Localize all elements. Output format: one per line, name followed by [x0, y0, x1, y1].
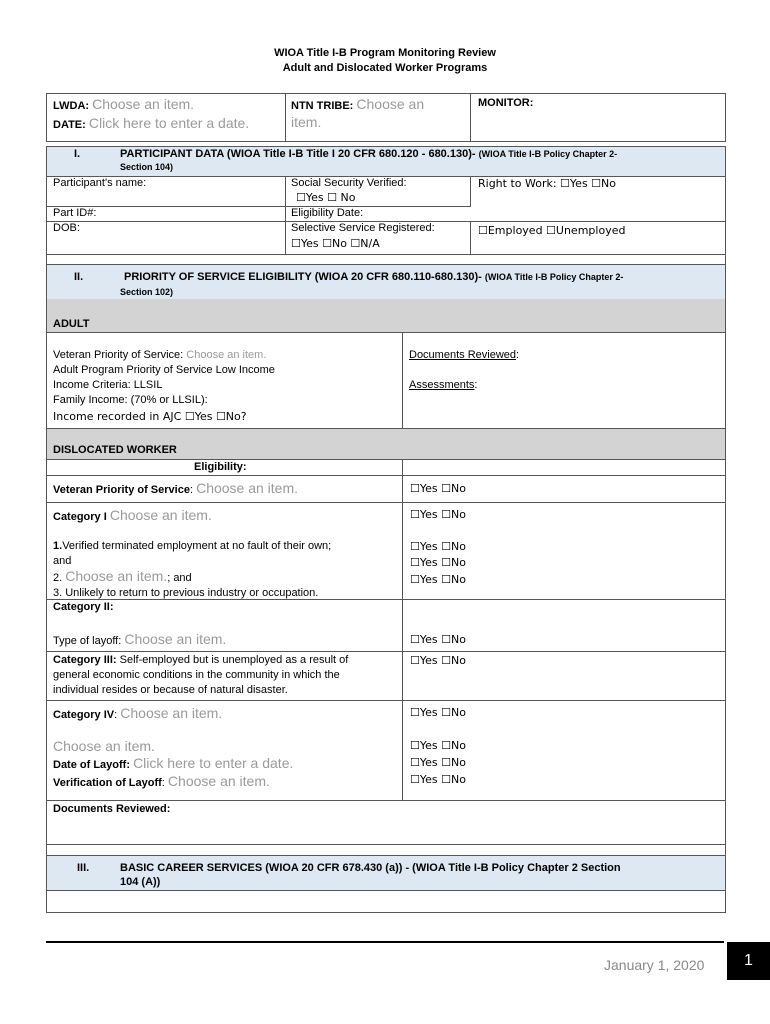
cat4-yes-no[interactable]: ☐Yes ☐No: [410, 706, 466, 719]
income-recorded-options[interactable]: Income recorded in AJC ☐Yes ☐No?: [53, 410, 247, 423]
dob-label: DOB:: [53, 222, 80, 234]
adult-veteran-row: Veteran Priority of Service: Choose an item.: [53, 349, 267, 361]
verification-select[interactable]: Choose an item.: [167, 773, 270, 789]
lwda-row: [53, 98, 194, 113]
cat3-line1: Category III: Self-employed but is unemployed as a result of: [53, 654, 349, 666]
verification-row: Verification of Layoff: Choose an item.: [53, 773, 270, 789]
ntn-select[interactable]: Choose an: [356, 96, 425, 112]
cat1-item2-yes-no[interactable]: ☐Yes ☐No: [410, 556, 466, 569]
cat4-item-select[interactable]: Choose an item.: [53, 738, 155, 754]
cat3-line2: general economic conditions in the community in which the: [53, 669, 340, 681]
adult-heading: ADULT: [53, 318, 90, 330]
cat2-label: Category II:: [53, 601, 114, 613]
section-3-title: BASIC CAREER SERVICES (WIOA 20 CFR 678.430 (a)) - (WIOA Title I-B Policy Chapter 2 Section: [120, 862, 621, 874]
document-title: WIOA Title I-B Program Monitoring Review: [274, 47, 496, 59]
eligibility-heading: Eligibility:: [194, 461, 247, 473]
date-picker[interactable]: Click here to enter a date.: [88, 115, 250, 131]
income-criteria: Income Criteria: LLSIL: [53, 379, 163, 391]
cat4-select[interactable]: Choose an item.: [120, 705, 223, 721]
ssn-verified-label: Social Security Verified:: [291, 177, 407, 189]
lwda-select[interactable]: Choose an item.: [92, 96, 195, 112]
eligibility-date-label: Eligibility Date:: [291, 207, 364, 219]
section-3-body: [46, 890, 726, 913]
cat1-item1: 1.Verified terminated employment at no fault of their own;: [53, 540, 332, 552]
layoff-select[interactable]: Choose an item.: [124, 631, 227, 647]
cat4-item-yes-no[interactable]: ☐Yes ☐No: [410, 739, 466, 752]
document-subtitle: Adult and Dislocated Worker Programs: [282, 62, 488, 74]
section-3-title-cont: 104 (A)): [120, 876, 161, 888]
adult-heading-bar: [46, 299, 726, 333]
adult-program-priority: Adult Program Priority of Service Low Income: [53, 364, 275, 376]
employment-status-options[interactable]: ☐Employed ☐Unemployed: [478, 224, 626, 237]
lwda-label: LWDA:: [53, 100, 90, 112]
section-1-title-cont: Section 104): [120, 162, 174, 172]
footer-date: January 1, 2020: [604, 957, 705, 973]
ssn-verified-options[interactable]: ☐Yes ☐ No: [296, 191, 356, 204]
selective-service-label: Selective Service Registered:: [291, 222, 435, 234]
section-2-title: PRIORITY OF SERVICE ELIGIBILITY (WIOA 20 CFR 680.110-680.130)- (WIOA Title I-B Policy Chapter 2-: [124, 271, 624, 283]
cat1-select[interactable]: Choose an item.: [109, 507, 212, 523]
participant-name-label: Participant's name:: [53, 177, 147, 189]
adult-assessments: Assessments:: [409, 379, 478, 391]
cat2-yes-no[interactable]: ☐Yes ☐No: [410, 633, 466, 646]
cat1-item2: 2. Choose an item.; and: [53, 568, 192, 584]
cat1-item3: 3. Unlikely to return to previous industry or occupation.: [53, 587, 319, 599]
monitor-label: MONITOR:: [478, 97, 534, 109]
date-row: [53, 117, 249, 132]
dw-veteran-select[interactable]: Choose an item.: [196, 480, 299, 496]
verification-yes-no[interactable]: ☐Yes ☐No: [410, 773, 466, 786]
cat1-yes-no[interactable]: ☐Yes ☐No: [410, 508, 466, 521]
page-number: 1: [727, 942, 770, 980]
section-1-title: PARTICIPANT DATA (WIOA Title I-B Title I 20 CFR 680.120 - 680.130)- (WIOA Title I-B Policy Chapter 2-: [120, 148, 618, 160]
ntn-label: NTN TRIBE:: [291, 100, 354, 112]
dw-veteran-row: Veteran Priority of Service: Choose an item.: [53, 480, 299, 496]
cat1-row: Category I Choose an item.: [53, 507, 212, 523]
cat4-row: Category IV: Choose an item.: [53, 705, 223, 721]
dw-veteran-yes-no[interactable]: ☐Yes ☐No: [410, 482, 466, 495]
date-layoff-picker[interactable]: Click here to enter a date.: [133, 755, 294, 771]
adult-documents-reviewed: Documents Reviewed:: [409, 349, 520, 361]
section-2-title-cont: Section 102): [120, 287, 174, 297]
part-id-label: Part ID#:: [53, 207, 97, 219]
cat1-and: and: [53, 555, 72, 567]
cat1-item2-select[interactable]: Choose an item.: [65, 568, 168, 584]
cat3-line3: individual resides or because of natural disaster.: [53, 684, 288, 696]
ntn-select-cont[interactable]: item.: [291, 114, 322, 130]
date-label: DATE:: [53, 119, 86, 131]
dw-documents-reviewed: Documents Reviewed:: [53, 803, 171, 815]
section-3-number: III.: [77, 862, 90, 874]
selective-service-options[interactable]: ☐Yes ☐No ☐N/A: [291, 237, 380, 250]
date-layoff-row: Date of Layoff: Click here to enter a date.: [53, 755, 294, 771]
family-income: Family Income: (70% or LLSIL):: [53, 394, 208, 406]
section-2-number: II.: [74, 271, 84, 283]
cat1-item3-yes-no[interactable]: ☐Yes ☐No: [410, 573, 466, 586]
dw-heading: DISLOCATED WORKER: [53, 444, 177, 456]
cat1-item1-yes-no[interactable]: ☐Yes ☐No: [410, 540, 466, 553]
ntn-row: [291, 98, 424, 113]
footer-rule: [46, 941, 724, 943]
section-1-number: I.: [74, 148, 81, 160]
layoff-row: Type of layoff: Choose an item.: [53, 631, 227, 647]
cat3-yes-no[interactable]: ☐Yes ☐No: [410, 654, 466, 667]
adult-veteran-select[interactable]: Choose an item.: [186, 349, 267, 361]
date-layoff-yes-no[interactable]: ☐Yes ☐No: [410, 756, 466, 769]
right-to-work-options[interactable]: Right to Work: ☐Yes ☐No: [478, 177, 616, 190]
